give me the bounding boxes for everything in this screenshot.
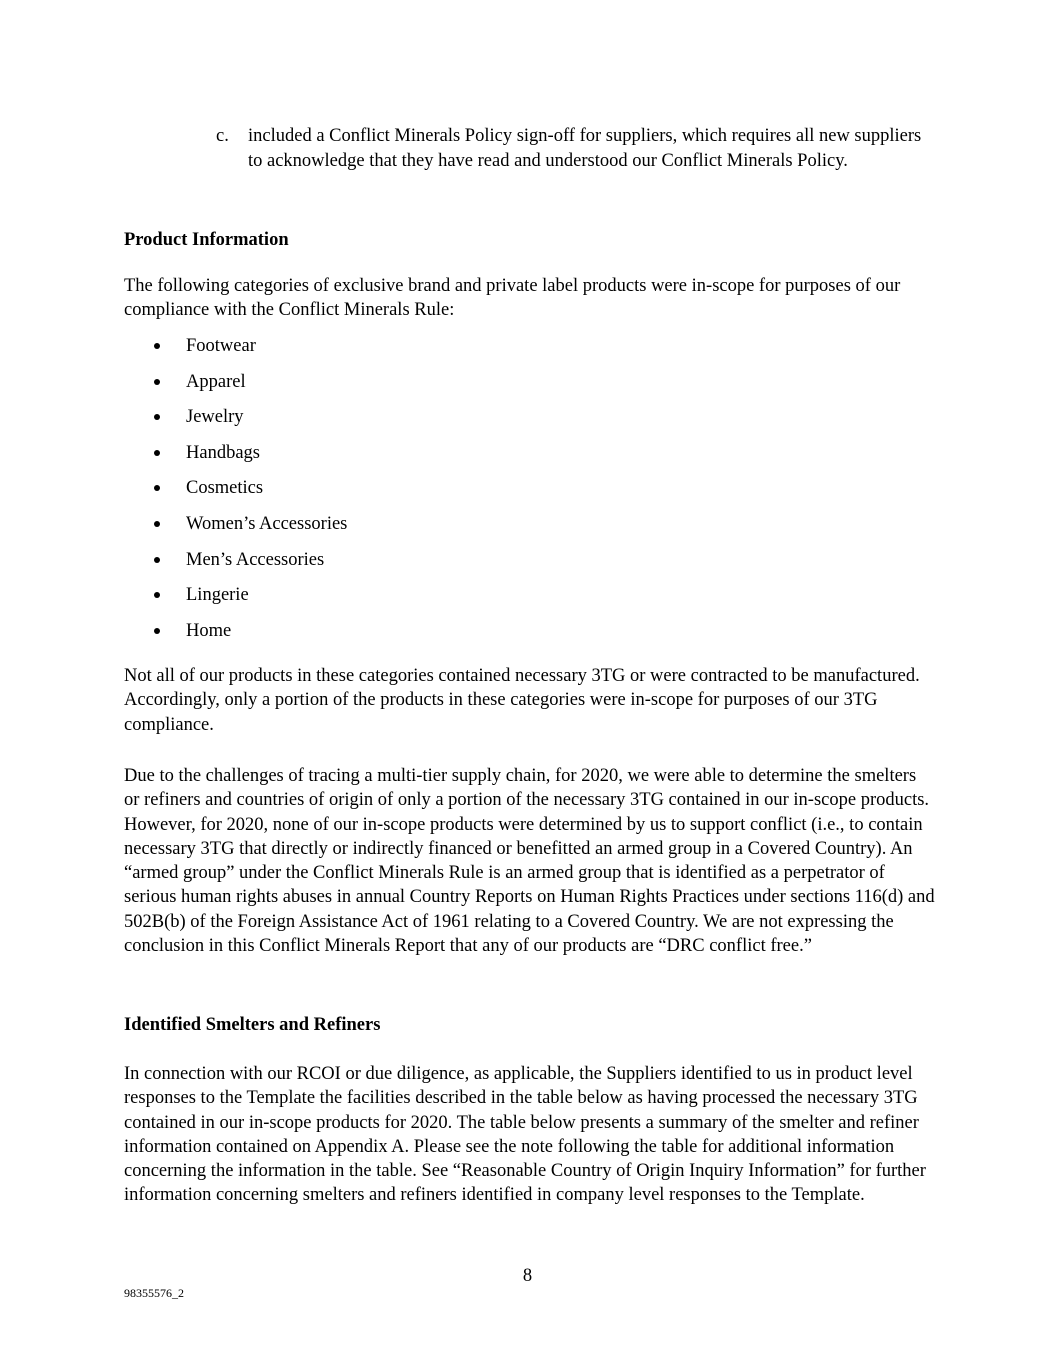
category-label: Women’s Accessories: [186, 513, 348, 534]
bullet-icon: [154, 592, 160, 598]
category-label: Lingerie: [186, 585, 249, 606]
category-label: Footwear: [186, 336, 256, 356]
smelters-paragraph: In connection with our RCOI or due diligence, as applicable, the Suppliers identified to us in product level responses to the Template the facilities described in the table below as having processed the necessary 3TG contained in our in-scope products for 2020. The table below presents a summary of the smelter and refiner information contained on Appendix A. Please see the note following the table for additional information concerning the information in the table. See “Reasonable Country of Origin Inquiry Information” for further information concerning smelters and refiners identified in company level responses to the Template.: [124, 1064, 926, 1206]
category-label: Home: [186, 620, 232, 641]
bullet-icon: [154, 379, 160, 385]
bullet-icon: [154, 343, 160, 349]
page-number: 8: [522, 1266, 533, 1286]
category-label: Handbags: [186, 442, 260, 463]
section-heading-product-information: Product Information: [124, 230, 289, 250]
document-id: 98355576_2: [124, 1286, 184, 1300]
scope-paragraph: Not all of our products in these categories contained necessary 3TG or were contracted to be manufactured. Accordingly, only a portion of the products in these categories were in-scope for purposes of our 3TG compliance.: [124, 666, 920, 735]
product-intro-paragraph: The following categories of exclusive brand and private label products were in-scope for purposes of our compliance with the Conflict Minerals Rule:: [124, 276, 901, 321]
bullet-icon: [154, 485, 160, 491]
bullet-icon: [154, 450, 160, 456]
category-label: Men’s Accessories: [186, 549, 325, 570]
category-label: Jewelry: [186, 407, 244, 428]
bullet-icon: [154, 628, 160, 634]
list-marker: c.: [216, 126, 229, 146]
bullet-icon: [154, 414, 160, 420]
bullet-icon: [154, 557, 160, 563]
category-label: Cosmetics: [186, 478, 264, 499]
supply-chain-paragraph: Due to the challenges of tracing a multi-tier supply chain, for 2020, we were able to determine the smelters or refiners and countries of origin of only a portion of the necessary 3TG contained in our in-scope products. However, for 2020, none of our in-scope products were determined by us to support conflict (i.e., to contain necessary 3TG that directly or indirectly financed or benefitted an armed group in a Covered Country). An “armed group” under the Conflict Minerals Rule is an armed group that is identified as a perpetrator of serious human rights abuses in annual Country Reports on Human Rights Practices under sections 116(d) and 502B(b) of the Foreign Assistance Act of 1961 relating to a Covered Country. We are not expressing the conclusion in this Conflict Minerals Report that any of our products are “DRC conflict free.”: [124, 766, 935, 957]
list-item-text: included a Conflict Minerals Policy sign-off for suppliers, which requires all new suppliers to acknowledge that they have read and understood our Conflict Minerals Policy.: [248, 126, 922, 171]
list-item-c: [216, 124, 936, 173]
bullet-icon: [154, 521, 160, 527]
category-label: Apparel: [186, 371, 246, 392]
section-heading-identified-smelters: Identified Smelters and Refiners: [124, 1015, 381, 1035]
